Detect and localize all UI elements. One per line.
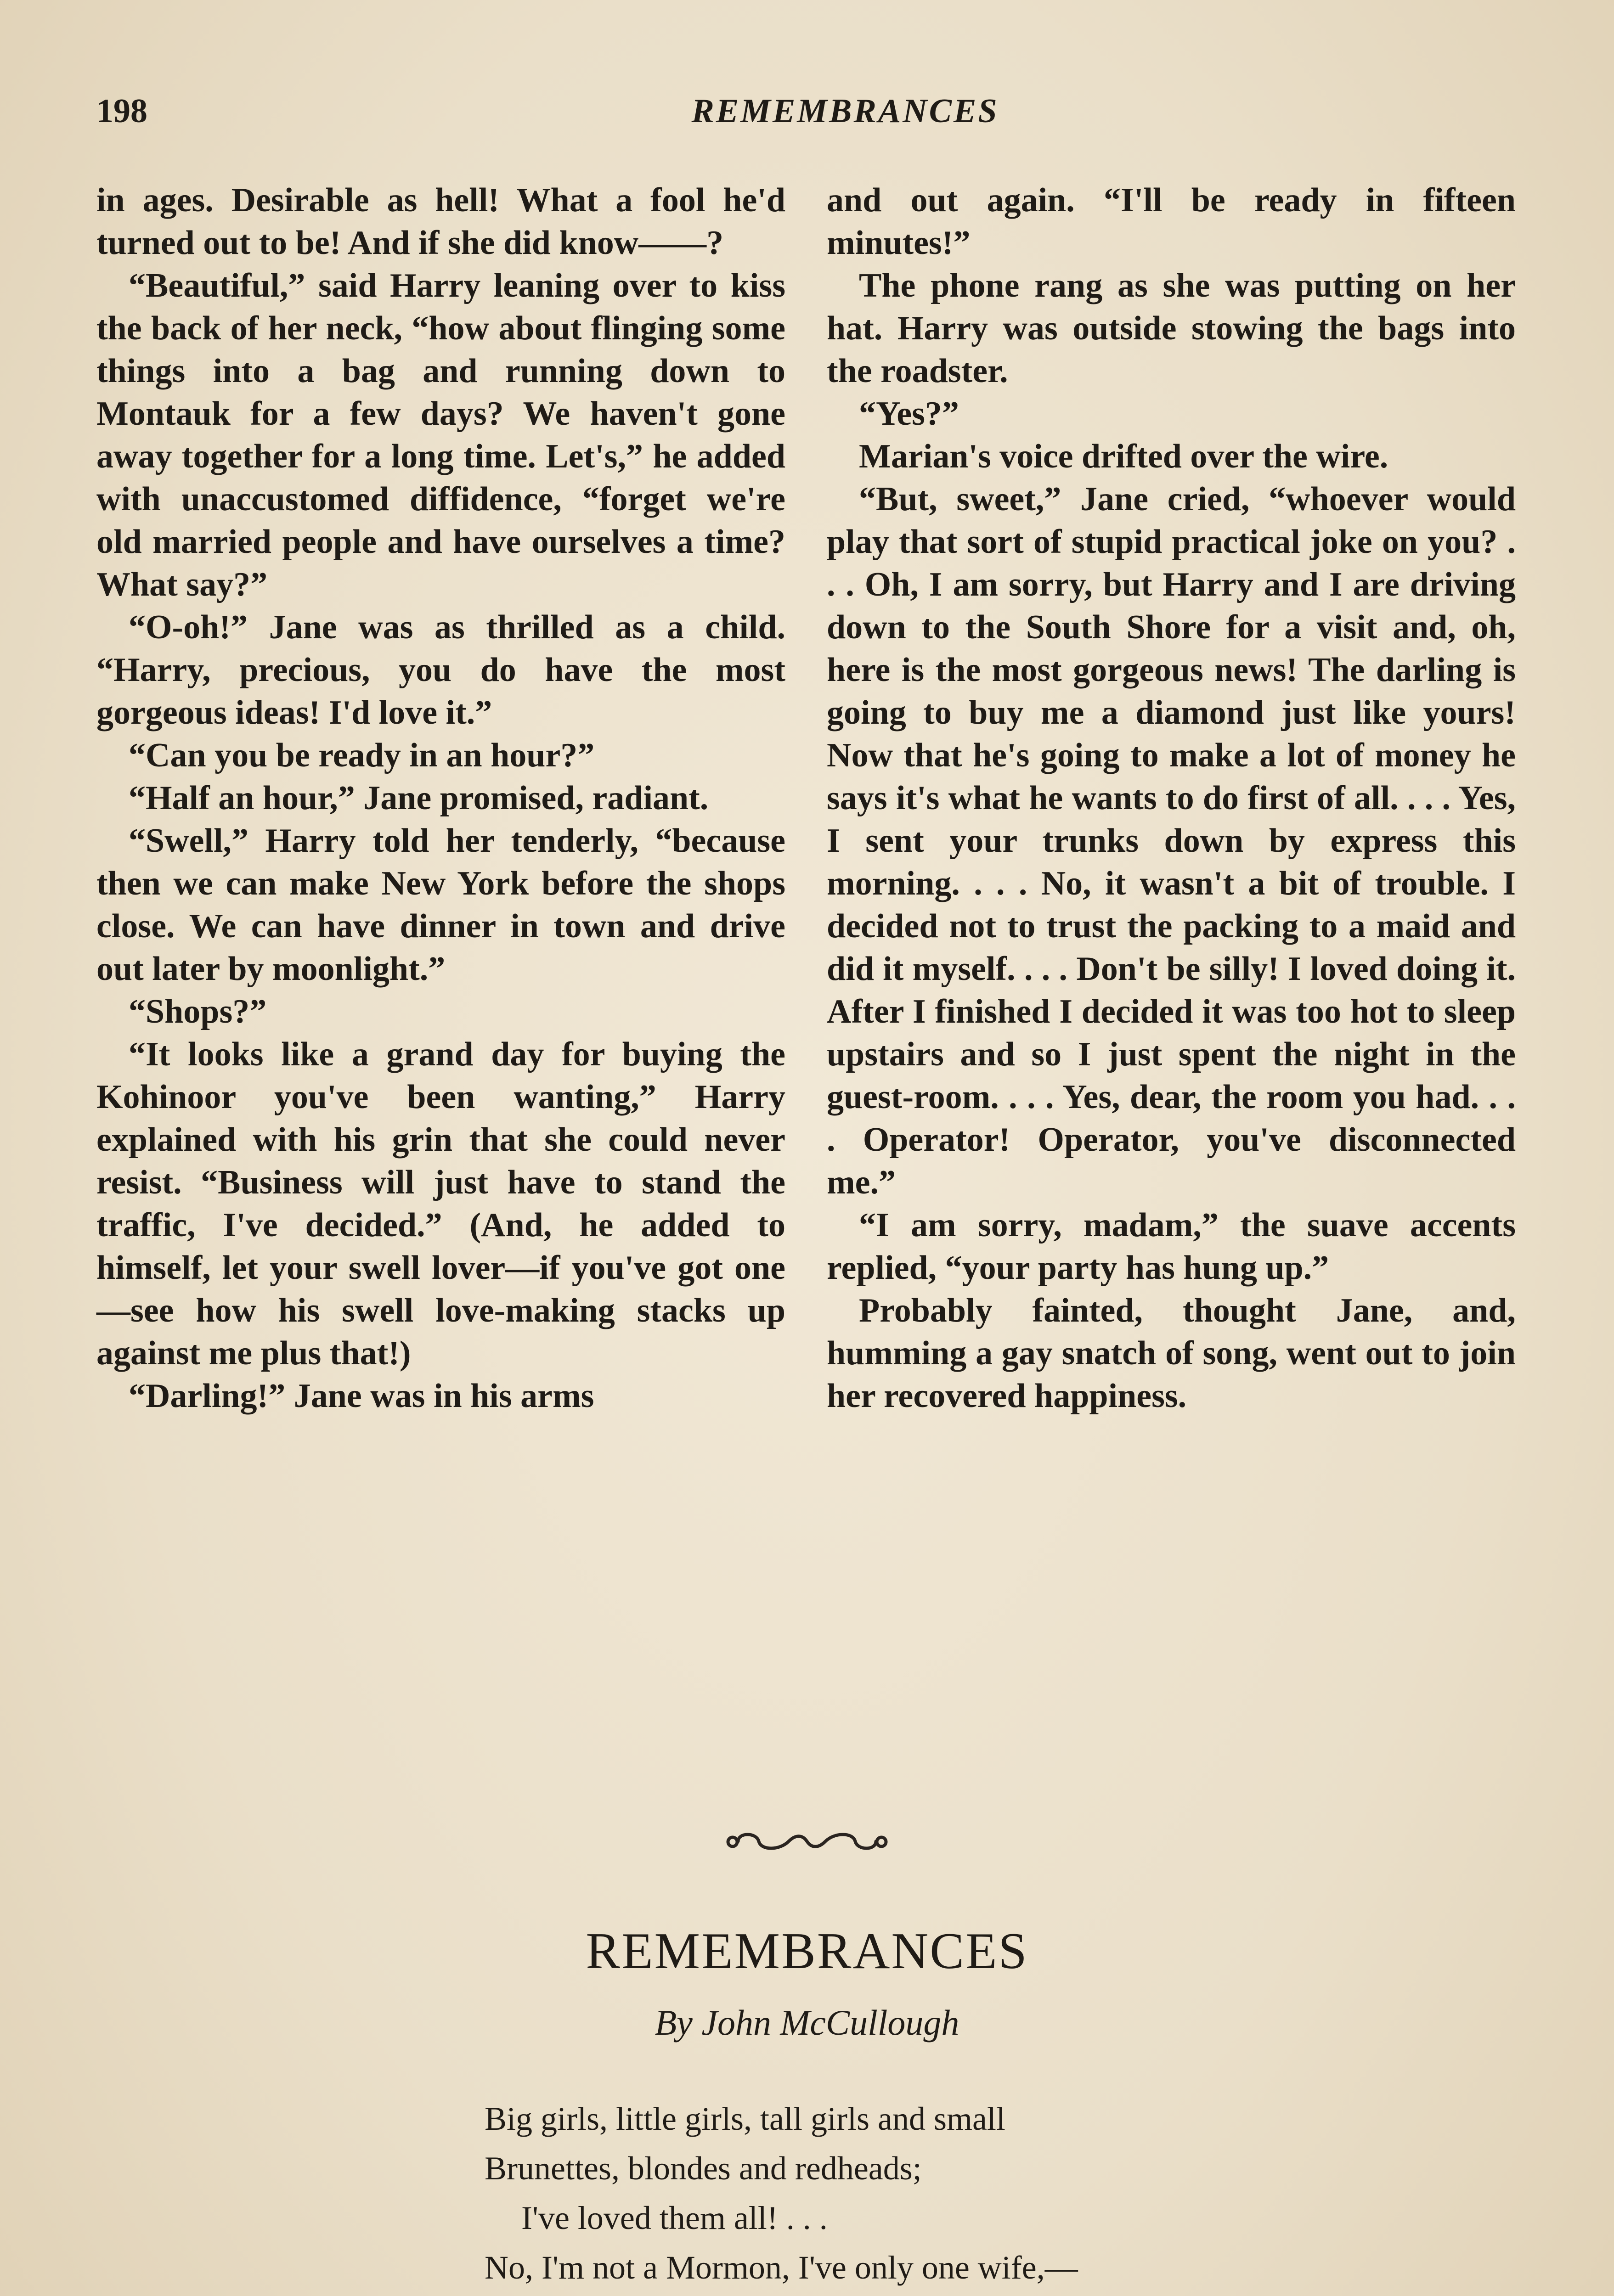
poem-line [485, 2292, 1357, 2296]
paragraph: “Yes?” [859, 395, 959, 433]
story-column-left [96, 179, 785, 1418]
paragraph: and out again. “I'll be ready in fifteen minutes!” [827, 181, 1516, 262]
paragraph: The phone rang as she was putting on her hat. Harry was outside stowing the bags into the roadster. [827, 267, 1516, 390]
paragraph: in ages. Desirable as hell! What a fool he'd turned out to be! And if she did know——? [96, 181, 785, 262]
paragraph: Marian's voice drifted over the wire. [859, 438, 1388, 475]
poem-byline: By John McCullough [655, 2003, 959, 2043]
poem-title: REMEMBRANCES [586, 1923, 1028, 1980]
story-column-right [827, 179, 1516, 1418]
scroll-ornament-icon [720, 1825, 894, 1857]
running-head [96, 92, 1518, 133]
running-title: REMEMBRANCES [691, 92, 999, 130]
paragraph: “Darling!” Jane was in his arms [129, 1377, 594, 1415]
poem-body [485, 2094, 1357, 2296]
paragraph: “Beautiful,” said Harry leaning over to kiss the back of her neck, “how about flinging some things into a bag and running down to Montauk for a few days? We haven't gone away together for a long time. Let's,” he added with unaccustomed diffidence, “forget we're old married people and have ourselves a time? What say?” [96, 267, 785, 603]
paragraph: “Half an hour,” Jane promised, radiant. [129, 779, 709, 817]
paragraph: “Swell,” Harry told her tenderly, “because then we can make New York before the shops close. We can have dinner in town and drive out later by moonlight.” [96, 822, 785, 988]
page-number: 198 [96, 92, 147, 130]
poem-line: Big girls, little girls, tall girls and small [485, 2100, 1005, 2137]
poem-line: No, I'm not a Mormon, I've only one wife,— [485, 2249, 1078, 2286]
paragraph: “I am sorry, madam,” the suave accents replied, “your party has hung up.” [827, 1206, 1516, 1287]
paragraph: “O-oh!” Jane was as thrilled as a child. “Harry, precious, you do have the most gorgeous ideas! I'd love it.” [96, 608, 785, 732]
paragraph: Probably fainted, thought Jane, and, humming a gay snatch of song, went out to join her recovered happiness. [827, 1292, 1516, 1415]
paragraph: “Shops?” [129, 993, 267, 1030]
paragraph: “Can you be ready in an hour?” [129, 737, 595, 774]
poem-line: I've loved them all! . . . [521, 2200, 828, 2236]
paragraph: “It looks like a grand day for buying the Kohinoor you've been wanting,” Harry explained with his grin that she could never resist. “Business will just have to stand the traffic, I've decided.” (And, he added to himself, let your swell lover—if you've got one—see how his swell love-making stacks up against me plus that!) [96, 1035, 785, 1372]
poem-line: Brunettes, blondes and redheads; [485, 2150, 922, 2187]
paragraph: “But, sweet,” Jane cried, “whoever would play that sort of stupid practical joke on you? . . . Oh, I am sorry, but Harry and I are driving down to the South Shore for a visit and, oh, here is the most gorgeous news! The darling is going to buy me a diamond just like yours! Now that he's going to make a lot of money he says it's what he wants to do first of all. . . . Yes, I sent your trunks down by express this morning. . . . No, it wasn't a bit of trouble. I decided not to trust the packing to a maid and did it myself. . . . Don't be silly! I loved doing it. After I finished I decided it was too hot to sleep upstairs and so I just spent the night in the guest-room. . . . Yes, dear, the room you had. . . . Operator! Operator, you've disconnected me.” [827, 480, 1516, 1201]
